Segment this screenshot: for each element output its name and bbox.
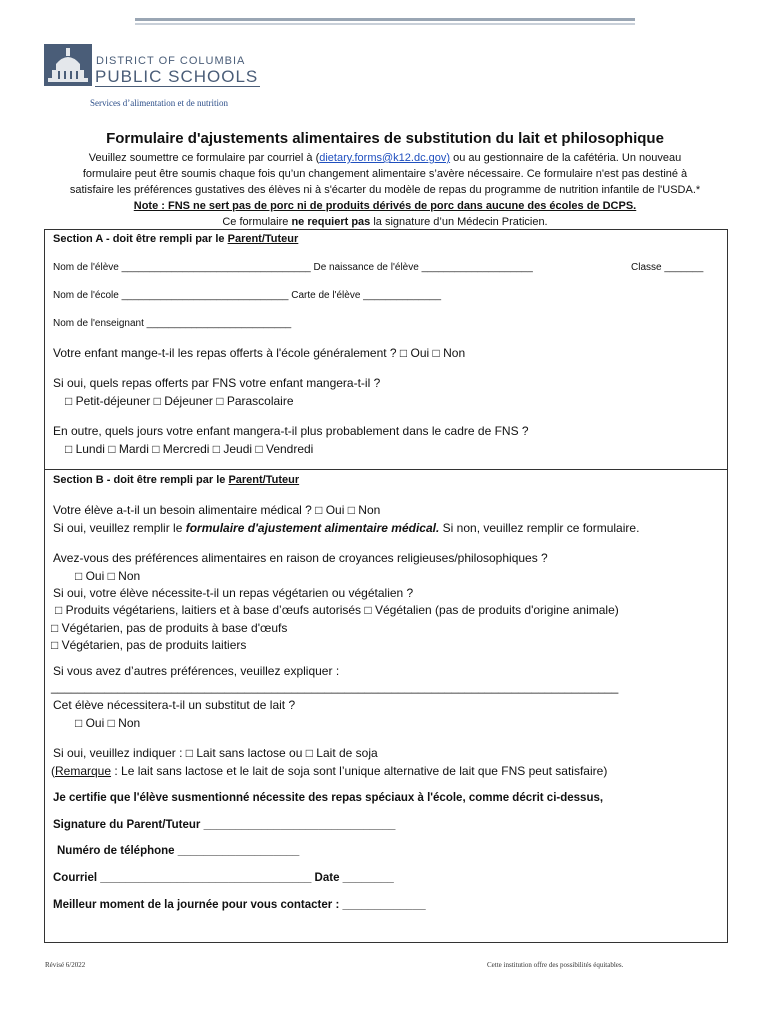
capitol-logo-icon [44, 44, 92, 86]
milk-remark [51, 764, 607, 778]
intro-line5b: ne requiert pas [291, 216, 371, 228]
intro-line1a: Veuillez soumettre ce formulaire par courriel à ( [88, 152, 320, 164]
preferences-question: Avez-vous des préférences alimentaires en raison de croyances religieuses/philosophiques ? [53, 551, 548, 565]
section-b-box [44, 468, 728, 943]
equal-opportunity-statement: Cette institution offre des possibilités équitables. [487, 961, 624, 969]
class-field[interactable]: Classe _______ [631, 262, 704, 273]
vegetarian-option-3[interactable]: □ Végétarien, pas de produits laitiers [51, 638, 247, 652]
intro-line3: satisfaire les préférences gustatives des élèves ni à s'écarter du modèle de repas du programme de nutrition infantile de l'USDA.* [69, 184, 701, 196]
phone-field[interactable]: Numéro de téléphone ___________________ [57, 845, 300, 857]
section-a-heading-role: Parent/Tuteur [227, 233, 299, 245]
teacher-name-field[interactable]: Nom de l'enseignant __________________________ [53, 318, 292, 329]
medical-instr-a: Si oui, veuillez remplir le [53, 521, 186, 535]
brand-underline [95, 86, 260, 87]
medical-form-name: formulaire d'ajustement alimentaire médical. [185, 521, 440, 535]
remark-open: ( [51, 764, 55, 778]
intro-text [40, 150, 730, 230]
vegetarian-question: Si oui, votre élève nécessite-t-il un repas végétarien ou végétalien ? [53, 586, 414, 600]
vegetarian-option-2[interactable]: □ Végétarien, pas de produits à base d'œufs [51, 621, 288, 635]
contact-time-field[interactable]: Meilleur moment de la journée pour vous contacter : _____________ [53, 899, 426, 911]
certification-text: Je certifie que l'élève susmentionné nécessite des repas spéciaux à l'école, comme décrit ci-dessus, [53, 792, 604, 804]
section-a-heading [53, 233, 298, 245]
school-name-field[interactable]: Nom de l'école ______________________________ Carte de l'élève ______________ [53, 290, 442, 301]
section-a-heading-text: Section A - doit être rempli par le [53, 233, 228, 245]
section-a-box [44, 229, 728, 470]
meals-options[interactable]: □ Petit-déjeuner □ Déjeuner □ Parascolaire [65, 394, 294, 408]
preferences-options[interactable]: □ Oui □ Non [75, 569, 141, 583]
intro-line5a: Ce formulaire [222, 216, 292, 228]
form-title: Formulaire d'ajustements alimentaires de substitution du lait et philosophique [106, 130, 664, 147]
signature-field[interactable]: Signature du Parent/Tuteur ______________________________ [53, 819, 396, 831]
brand-public-schools: PUBLIC SCHOOLS [95, 67, 259, 86]
intro-line5c: la signature d’un Médecin Praticien. [370, 216, 548, 228]
remark-text: : Le lait sans lactose et le lait de soja sont l’unique alternative de lait que FNS peut satisfaire) [111, 764, 608, 778]
milk-type-options[interactable]: Si oui, veuillez indiquer : □ Lait sans lactose ou □ Lait de soja [53, 746, 378, 760]
eats-meals-question[interactable]: Votre enfant mange-t-il les repas offerts à l'école généralement ? □ Oui □ Non [53, 346, 466, 360]
header-rule-bottom [135, 23, 635, 25]
intro-line2: formulaire peut être soumis chaque fois qu’un changement alimentaire s’avère nécessaire. Ce formulaire n'est pas destiné à [82, 168, 688, 180]
other-preferences-line[interactable]: _____________________________________________________________________________________ [51, 680, 619, 694]
medical-instructions [53, 521, 639, 535]
milk-question: Cet élève nécessitera-t-il un substitut de lait ? [53, 698, 296, 712]
days-options[interactable]: □ Lundi □ Mardi □ Mercredi □ Jeudi □ Vendredi [65, 442, 314, 456]
medical-instr-c: Si non, veuillez remplir ce formulaire. [439, 521, 640, 535]
days-question: En outre, quels jours votre enfant mangera-t-il plus probablement dans le cadre de FNS ? [53, 424, 529, 438]
student-name-field[interactable]: Nom de l'élève __________________________________ De naissance de l'élève ____________________ [53, 262, 533, 273]
meals-question: Si oui, quels repas offerts par FNS votre enfant mangera-t-il ? [53, 376, 381, 390]
revision-date: Révisé 6/2022 [45, 961, 86, 969]
vegetarian-option-1[interactable]: □ Produits végétariens, laitiers et à base d’œufs autorisés □ Végétalien (pas de produits d'origine animale) [55, 603, 619, 617]
section-b-heading [53, 474, 299, 486]
milk-options[interactable]: □ Oui □ Non [75, 716, 141, 730]
section-b-heading-text: Section B - doit être rempli par le [53, 474, 229, 486]
pork-note: Note : FNS ne sert pas de porc ni de produits dérivés de porc dans aucune des écoles de DCPS. [133, 200, 637, 212]
email-link[interactable]: dietary.forms@k12.dc.gov) [319, 152, 451, 164]
medical-question[interactable]: Votre élève a-t-il un besoin alimentaire médical ? □ Oui □ Non [53, 503, 381, 517]
services-subtitle: Services d’alimentation et de nutrition [90, 98, 228, 108]
section-b-heading-role: Parent/Tuteur [228, 474, 300, 486]
email-date-field[interactable]: Courriel _________________________________ Date ________ [53, 872, 394, 884]
header-rule-top [135, 18, 635, 21]
intro-line1b: ou au gestionnaire de la cafétéria. Un nouveau [450, 152, 682, 164]
remark-label: Remarque [55, 764, 112, 778]
other-preferences-label: Si vous avez d’autres préférences, veuillez expliquer : [53, 664, 340, 678]
brand-district: DISTRICT OF COLUMBIA [96, 55, 246, 67]
